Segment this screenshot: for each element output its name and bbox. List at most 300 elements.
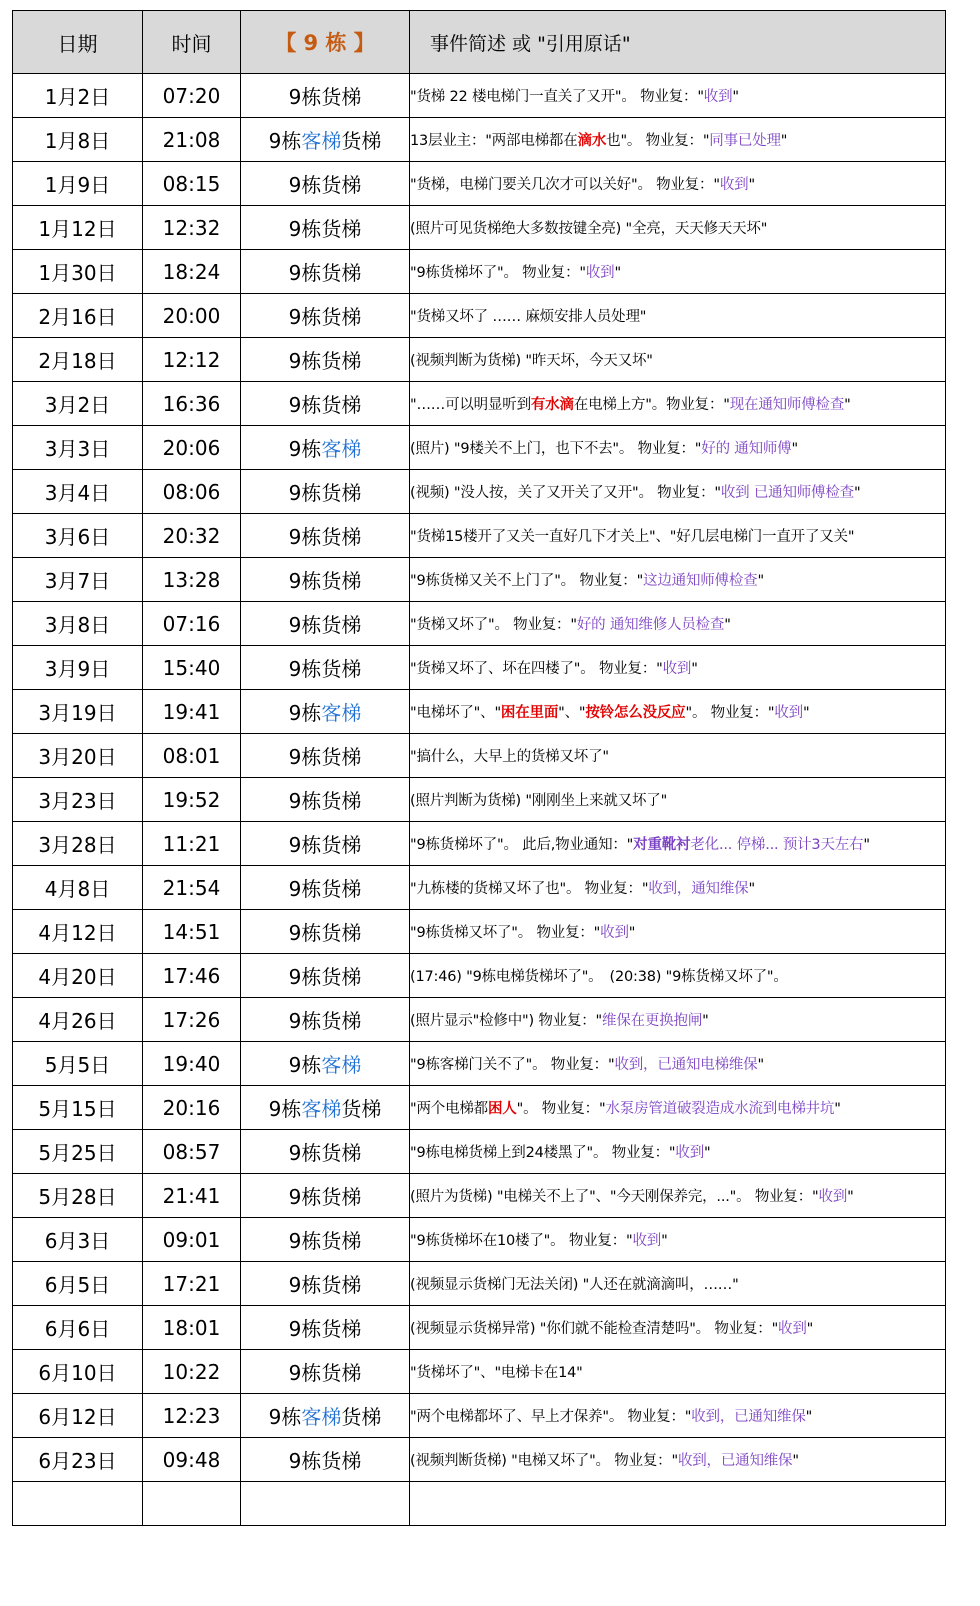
table-row [13,778,946,822]
description-segment: (视频显示货梯门无法关闭) "人还在就滴滴叫，……" [410,1277,739,1293]
cell-time: 19:52 [143,778,241,822]
building-segment: 9栋货梯 [288,921,362,945]
cell-description [410,778,946,822]
description-segment: 收到，已通知电梯维保 [614,1057,758,1073]
building-segment: 9栋 [288,701,322,725]
cell-description [410,162,946,206]
table-row [13,162,946,206]
cell-description [410,294,946,338]
description-segment: "货梯 22 楼电梯门一直关了又开"。 物业复：" [410,89,704,105]
building-segment: 9栋货梯 [288,613,362,637]
description-segment: 收到 [703,89,733,105]
table-row [13,1218,946,1262]
cell-time: 20:06 [143,426,241,470]
description-segment: " [791,441,798,457]
table-row [13,1174,946,1218]
table-row [13,470,946,514]
cell-time: 11:21 [143,822,241,866]
table-row [13,1306,946,1350]
cell-description [410,470,946,514]
description-segment: 现在通知师傅检查 [729,397,845,413]
cell-date: 6月6日 [13,1306,143,1350]
cell-time: 20:00 [143,294,241,338]
description-segment: 收到 [600,925,629,941]
cell-date: 4月8日 [13,866,143,910]
cell-description [410,514,946,558]
cell-date: 3月7日 [13,558,143,602]
description-segment: " [628,925,636,941]
building-segment: 9栋货梯 [288,1009,362,1033]
building-segment: 9栋货梯 [288,1273,362,1297]
cell-date: 3月3日 [13,426,143,470]
cell-description [410,338,946,382]
cell-description [410,602,946,646]
cell-time: 19:41 [143,690,241,734]
description-segment: 收到 [662,661,692,677]
cell-time: 15:40 [143,646,241,690]
description-segment: 收到，已通知维保 [677,1453,793,1469]
description-segment: " [691,661,698,677]
building-segment: 9栋货梯 [288,173,362,197]
building-segment: 客梯 [321,437,362,461]
description-segment: " [724,617,731,633]
building-segment: 货梯 [341,129,382,153]
description-segment: " [802,705,810,721]
description-segment: " [853,485,861,501]
cell-time: 17:26 [143,998,241,1042]
cell-date: 6月5日 [13,1262,143,1306]
description-segment: "9栋货梯坏了"。 物业复：" [410,265,586,281]
description-segment: " [757,573,764,589]
cell-date: 1月8日 [13,118,143,162]
description-segment: "货梯又坏了 …… 麻烦安排人员处理" [410,309,647,325]
description-segment: 收到，已通知维保 [691,1409,806,1425]
cell-time: 14:51 [143,910,241,954]
description-segment: (视频判断货梯) "电梯又坏了"。 物业复：" [410,1453,678,1469]
cell-date: 5月15日 [13,1086,143,1130]
cell-description [410,250,946,294]
cell-building [241,954,410,998]
description-segment: 收到，通知维保 [648,881,749,897]
cell-date: 6月3日 [13,1218,143,1262]
description-segment: " [757,1057,764,1073]
cell-date: 2月18日 [13,338,143,382]
building-segment: 9栋货梯 [288,965,362,989]
table-row [13,294,946,338]
table-row [13,690,946,734]
table-row [13,74,946,118]
cell-description [410,822,946,866]
elevator-incident-table [12,10,946,1526]
header-event: 事件简述 或 "引用原话" [410,11,946,74]
cell-date: 3月28日 [13,822,143,866]
cell-time: 19:40 [143,1042,241,1086]
description-segment: " [614,265,621,281]
description-segment: "……可以明显听到 [410,397,531,413]
building-segment: 9栋货梯 [288,1449,362,1473]
cell-building [241,206,410,250]
cell-description [410,998,946,1042]
cell-description [410,118,946,162]
cell-description [410,1350,946,1394]
building-segment: 9栋货梯 [288,877,362,901]
cell-building [241,426,410,470]
cell-building [241,1438,410,1482]
building-segment: 9栋货梯 [288,525,362,549]
cell-date: 3月23日 [13,778,143,822]
description-segment: "九栋楼的货梯又坏了也"。 物业复：" [410,881,649,897]
cell-date: 5月25日 [13,1130,143,1174]
cell-building [241,162,410,206]
cell-date: 6月23日 [13,1438,143,1482]
cell-description [410,1262,946,1306]
cell-description [410,1042,946,1086]
description-segment: 收到 [585,265,615,281]
cell-building [241,1262,410,1306]
building-segment: 客梯 [301,129,342,153]
cell-time: 08:01 [143,734,241,778]
description-segment: 同事已处理 [709,133,781,149]
building-segment: 9栋货梯 [288,569,362,593]
building-segment: 9栋货梯 [288,657,362,681]
cell-building [241,998,410,1042]
cell-building [241,558,410,602]
description-segment: 在电梯上方"。物业复：" [573,397,730,413]
building-segment: 9栋货梯 [288,1361,362,1385]
building-segment: 9栋货梯 [288,481,362,505]
cell-date: 4月12日 [13,910,143,954]
cell-building [241,866,410,910]
description-segment: 收到 已通知师傅检查 [720,485,854,501]
cell-time: 09:01 [143,1218,241,1262]
building-segment: 9栋货梯 [288,261,362,285]
description-segment: "9栋货梯又坏了"。 物业复：" [410,925,601,941]
description-segment: (视频) "没人按，关了又开关了又开"。 物业复：" [410,485,721,501]
table-row [13,206,946,250]
table-row [13,382,946,426]
description-segment: " [805,1409,813,1425]
description-segment: " [834,1101,841,1117]
cell-time: 18:24 [143,250,241,294]
description-segment: "两个电梯都坏了、早上才保养"。 物业复：" [410,1409,692,1425]
description-segment: 13层业主："两部电梯都在 [410,133,578,149]
description-segment: " [748,881,755,897]
description-segment: "货梯坏了"、"电梯卡在14" [410,1365,583,1381]
cell-description [410,1130,946,1174]
table-row [13,1262,946,1306]
description-segment: (17:46) "9栋电梯货梯坏了"。 (20:38) "9栋货梯又坏了"。 [410,969,788,985]
description-segment: " [863,837,870,853]
description-segment: (照片显示"检修中") 物业复：" [410,1013,603,1029]
description-segment: 好的 通知师傅 [701,441,792,457]
description-segment: " [661,1233,668,1249]
description-segment: "货梯又坏了"。 物业复：" [410,617,577,633]
cell-time: 20:16 [143,1086,241,1130]
building-segment: 9栋货梯 [288,833,362,857]
cell-description [410,426,946,470]
building-segment: 9栋货梯 [288,1229,362,1253]
cell-building [241,1130,410,1174]
building-segment: 9栋货梯 [288,789,362,813]
description-segment: "。 物业复：" [685,705,775,721]
cell-time: 21:54 [143,866,241,910]
cell-description [410,734,946,778]
cell-description [410,954,946,998]
header-building: 【 9 栋 】 [241,11,410,74]
table-row [13,910,946,954]
description-segment: 老化... 停梯... 预计3天左右 [690,837,864,853]
cell-description [410,206,946,250]
table-row [13,558,946,602]
cell-building [241,1306,410,1350]
description-segment: 有水滴 [530,397,574,413]
cell-building [241,1482,410,1526]
description-segment: "9栋客梯门关不了"。 物业复：" [410,1057,615,1073]
building-segment: 客梯 [321,701,362,725]
building-segment: 客梯 [301,1405,342,1429]
cell-building [241,822,410,866]
cell-time: 08:15 [143,162,241,206]
table-row [13,514,946,558]
cell-time: 12:32 [143,206,241,250]
cell-building [241,602,410,646]
description-segment: 维保在更换抱闸 [602,1013,703,1029]
building-segment: 9栋货梯 [288,745,362,769]
cell-building [241,646,410,690]
cell-date: 6月10日 [13,1350,143,1394]
cell-time: 08:57 [143,1130,241,1174]
cell-date: 4月26日 [13,998,143,1042]
description-segment: 收到 [632,1233,662,1249]
description-segment: "9栋货梯坏在10楼了"。 物业复：" [410,1233,633,1249]
cell-date: 3月6日 [13,514,143,558]
header-date: 日期 [13,11,143,74]
description-segment: " [780,133,788,149]
cell-time: 17:46 [143,954,241,998]
cell-time: 13:28 [143,558,241,602]
cell-building [241,1086,410,1130]
description-segment: " [748,177,755,193]
description-segment: (照片) "9楼关不上门，也下不去"。 物业复：" [410,441,702,457]
table-row [13,338,946,382]
cell-building [241,690,410,734]
cell-date [13,1482,143,1526]
table-row [13,1350,946,1394]
building-segment: 9栋货梯 [288,349,362,373]
description-segment: (照片判断为货梯) "刚刚坐上来就又坏了" [410,793,668,809]
cell-description [410,1394,946,1438]
building-segment: 9栋 [288,1053,322,1077]
table-row [13,250,946,294]
building-segment: 9栋货梯 [288,1141,362,1165]
description-segment: 按铃怎么没反应 [585,705,686,721]
table-row [13,734,946,778]
description-segment: 困在里面 [500,705,559,721]
description-segment: (视频判断为货梯) "昨天坏，今天又坏" [410,353,653,369]
description-segment: (视频显示货梯异常) "你们就不能检查清楚吗"。 物业复：" [410,1321,779,1337]
cell-date: 3月2日 [13,382,143,426]
description-segment: (照片可见货梯绝大多数按键全亮) "全亮，天天修天天坏" [410,221,768,237]
building-segment: 货梯 [341,1097,382,1121]
building-segment: 9栋 [268,1097,302,1121]
building-segment: 9栋货梯 [288,305,362,329]
cell-building [241,1394,410,1438]
description-segment: "货梯15楼开了又关一直好几下才关上"、"好几层电梯门一直开了又关" [410,529,855,545]
building-segment: 客梯 [321,1053,362,1077]
cell-building [241,1042,410,1086]
description-segment: "电梯坏了"、" [410,705,501,721]
table-row [13,426,946,470]
cell-building [241,74,410,118]
table-row [13,1042,946,1086]
description-segment: "两个电梯都 [410,1101,488,1117]
table-header-row [13,11,946,74]
header-time: 时间 [143,11,241,74]
cell-date: 1月9日 [13,162,143,206]
cell-date: 1月2日 [13,74,143,118]
cell-date: 1月30日 [13,250,143,294]
cell-description [410,1218,946,1262]
cell-description [410,558,946,602]
description-segment: "9栋货梯坏了"。 此后,物业通知：" [410,837,634,853]
cell-description [410,1482,946,1526]
cell-time: 21:41 [143,1174,241,1218]
cell-time: 17:21 [143,1262,241,1306]
description-segment: 收到 [774,705,803,721]
cell-time: 07:20 [143,74,241,118]
cell-time: 20:32 [143,514,241,558]
cell-description [410,1438,946,1482]
description-segment: "、" [558,705,586,721]
cell-date: 3月8日 [13,602,143,646]
cell-building [241,118,410,162]
cell-building [241,1218,410,1262]
description-segment: "9栋电梯货梯上到24楼黑了"。 物业复：" [410,1145,676,1161]
cell-description [410,382,946,426]
description-segment: " [702,1013,709,1029]
table-row [13,646,946,690]
building-segment: 货梯 [341,1405,382,1429]
description-segment: "搞什么，大早上的货梯又坏了" [410,749,609,765]
description-segment: 困人 [487,1101,517,1117]
building-segment: 客梯 [301,1097,342,1121]
cell-date: 5月5日 [13,1042,143,1086]
cell-building [241,338,410,382]
cell-description [410,1174,946,1218]
cell-date: 3月4日 [13,470,143,514]
cell-time: 12:23 [143,1394,241,1438]
cell-building [241,910,410,954]
cell-date: 6月12日 [13,1394,143,1438]
description-segment: "。 物业复：" [516,1101,606,1117]
building-segment: 9栋 [268,129,302,153]
description-segment: " [806,1321,814,1337]
building-segment: 9栋货梯 [288,1317,362,1341]
description-segment: " [732,89,739,105]
cell-building [241,382,410,426]
description-segment: 滴水 [577,133,607,149]
cell-time: 12:12 [143,338,241,382]
building-segment: 9栋 [288,437,322,461]
table-row [13,1482,946,1526]
table-row [13,954,946,998]
table-row [13,1438,946,1482]
cell-description [410,74,946,118]
description-segment: 收到 [675,1145,705,1161]
cell-date: 3月19日 [13,690,143,734]
description-segment: 这边通知师傅检查 [643,573,758,589]
cell-building [241,1174,410,1218]
table-row [13,866,946,910]
building-segment: 9栋货梯 [288,1185,362,1209]
description-segment: 对重靴衬 [633,837,691,853]
table-row [13,822,946,866]
cell-description [410,1086,946,1130]
cell-time: 10:22 [143,1350,241,1394]
description-segment: 收到 [818,1189,848,1205]
description-segment: "货梯又坏了、坏在四楼了"。 物业复：" [410,661,663,677]
cell-building [241,1350,410,1394]
description-segment: 也"。 物业复：" [606,133,710,149]
description-segment: "货梯，电梯门要关几次才可以关好"。 物业复：" [410,177,720,193]
table-body [13,74,946,1526]
cell-time: 18:01 [143,1306,241,1350]
table-row [13,998,946,1042]
cell-building [241,470,410,514]
building-segment: 9栋 [268,1405,302,1429]
description-segment: " [847,1189,854,1205]
table-row [13,1130,946,1174]
description-segment: " [844,397,851,413]
cell-building [241,734,410,778]
building-segment: 9栋货梯 [288,217,362,241]
cell-building [241,294,410,338]
cell-description [410,690,946,734]
cell-time: 16:36 [143,382,241,426]
cell-description [410,910,946,954]
description-segment: (照片为货梯) "电梯关不上了"、"今天刚保养完，..."。 物业复：" [410,1189,819,1205]
description-segment: " [792,1453,799,1469]
cell-time: 09:48 [143,1438,241,1482]
cell-description [410,866,946,910]
cell-date: 4月20日 [13,954,143,998]
cell-date: 3月20日 [13,734,143,778]
cell-time: 07:16 [143,602,241,646]
description-segment: 水泵房管道破裂造成水流到电梯井坑 [605,1101,835,1117]
description-segment: 收到 [778,1321,807,1337]
cell-description [410,646,946,690]
cell-building [241,778,410,822]
cell-description [410,1306,946,1350]
cell-date: 5月28日 [13,1174,143,1218]
building-segment: 9栋货梯 [288,393,362,417]
cell-date: 2月16日 [13,294,143,338]
cell-date: 3月9日 [13,646,143,690]
description-segment: " [704,1145,711,1161]
building-segment: 9栋货梯 [288,85,362,109]
description-segment: "9栋货梯又关不上门了"。 物业复：" [410,573,644,589]
table-row [13,602,946,646]
description-segment: 好的 通知维修人员检查 [576,617,725,633]
cell-building [241,250,410,294]
cell-time: 08:06 [143,470,241,514]
cell-building [241,514,410,558]
table-row [13,1086,946,1130]
table-row [13,1394,946,1438]
cell-time [143,1482,241,1526]
description-segment: 收到 [719,177,749,193]
table-row [13,118,946,162]
